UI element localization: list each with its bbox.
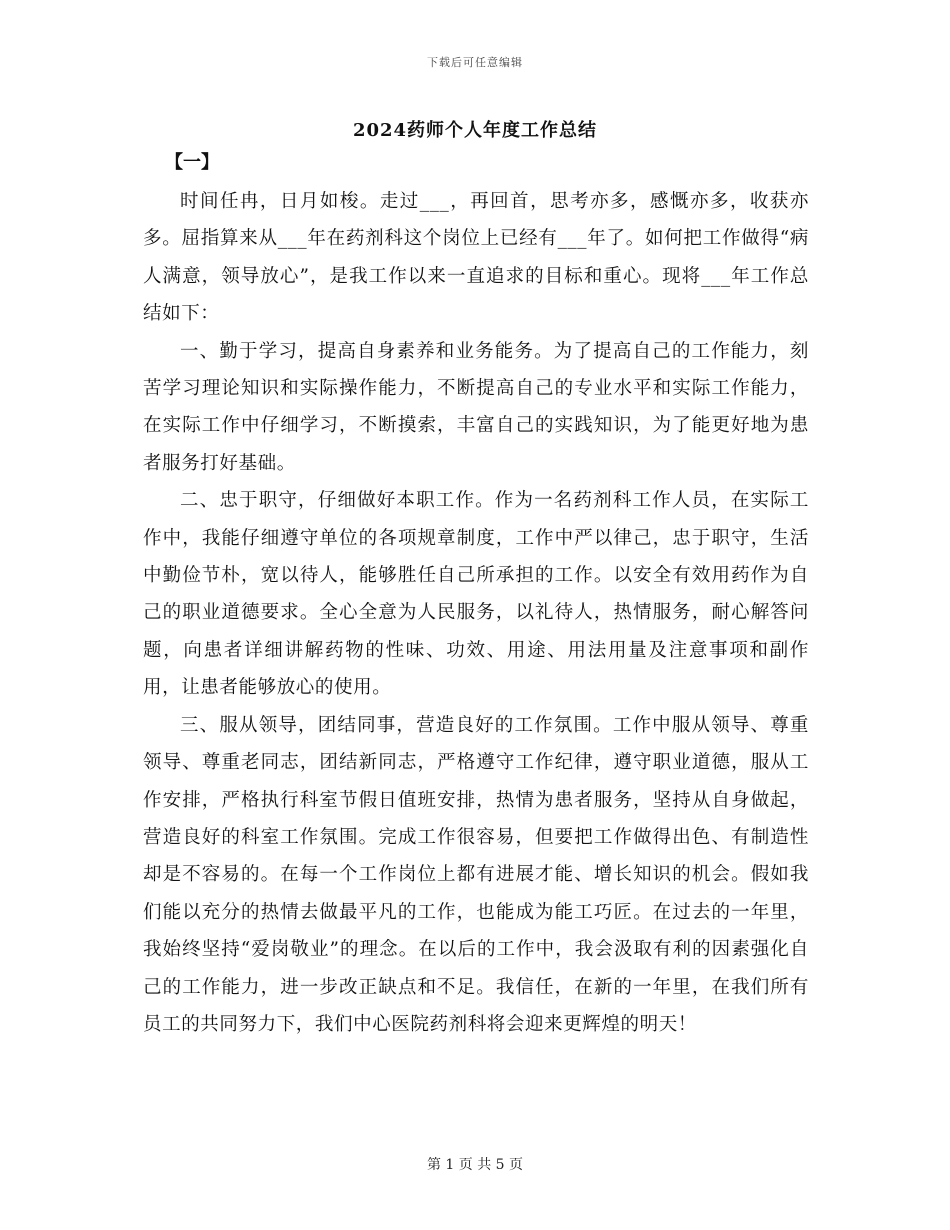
paragraph-intro: 时间任冉，日月如梭。走过___，再回首，思考亦多，感慨亦多，收获亦多。屈指算来从___年在药剂科这个岗位上已经有___年了。如何把工作做得“病人满意，领导放心”，是我工作以来一直追求的目标和重心。现将___年工作总结如下： <box>143 191 809 325</box>
header-note: 下载后可任意编辑 <box>427 56 523 69</box>
paragraph-duty: 二、忠于职守，仔细做好本职工作。作为一名药剂科工作人员，在实际工作中，我能仔细遵守单位的各项规章制度，工作中严以律己，忠于职守，生活中勤俭节朴，宽以待人，能够胜任自己所承担的工作。以安全有效用药作为自己的职业道德要求。全心全意为人民服务，以礼待人，热情服务，耐心解答问题，向患者详细讲解药物的性味、功效、用途、用法用量及注意事项和副作用，让患者能够放心的使用。 <box>143 490 809 699</box>
page-indicator: 第 1 页 共 5 页 <box>426 1157 524 1173</box>
document-title: 2024药师个人年度工作总结 <box>352 120 598 141</box>
section-label: 【一】 <box>165 152 219 173</box>
paragraph-teamwork: 三、服从领导，团结同事，营造良好的工作氛围。工作中服从领导、尊重领导、尊重老同志，团结新同志，严格遵守工作纪律，遵守职业道德，服从工作安排，严格执行科室节假日值班安排，热情为患者服务，坚持从自身做起，营造良好的科室工作氛围。完成工作很容易，但要把工作做得出色、有制造性却是不容易的。在每一个工作岗位上都有进展才能、增长知识的机会。假如我们能以充分的热情去做最平凡的工作，也能成为能工巧匠。在过去的一年里，我始终坚持“爱岗敬业”的理念。在以后的工作中，我会汲取有利的因素强化自己的工作能力，进一步改正缺点和不足。我信任，在新的一年里，在我们所有员工的共同努力下，我们中心医院药剂科将会迎来更辉煌的明天！ <box>143 714 809 1035</box>
document-body <box>143 183 809 1043</box>
paragraph-study: 一、勤于学习，提高自身素养和业务能务。为了提高自己的工作能力，刻苦学习理论知识和实际操作能力，不断提高自己的专业水平和实际工作能力，在实际工作中仔细学习，不断摸索，丰富自己的实践知识，为了能更好地为患者服务打好基础。 <box>143 340 809 474</box>
